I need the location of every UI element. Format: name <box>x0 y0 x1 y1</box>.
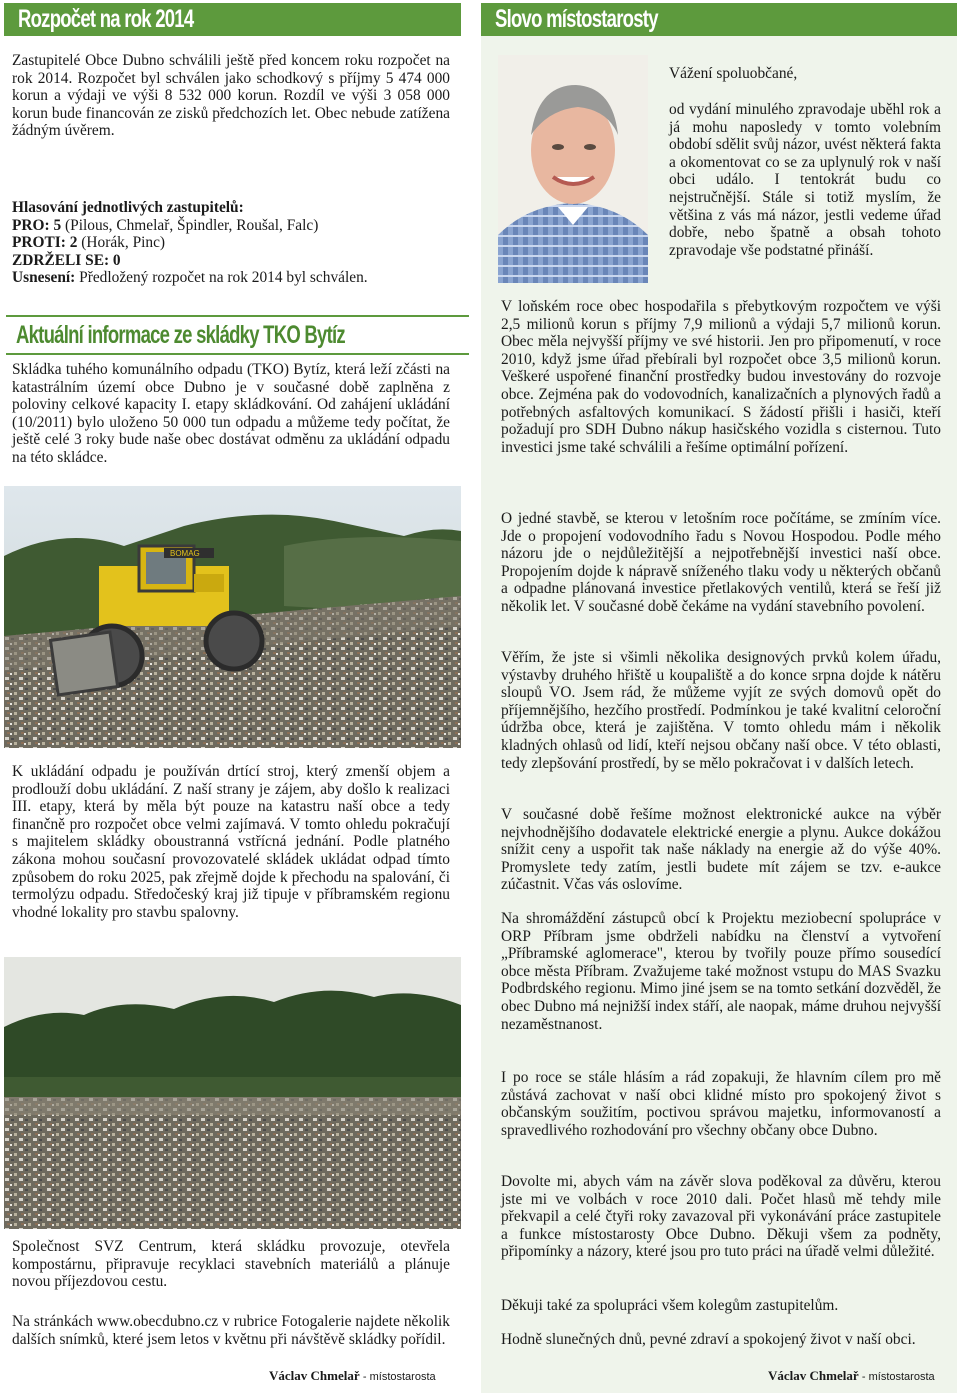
vote-pro-names: (Pilous, Chmelař, Špindler, Roušal, Falc) <box>65 216 319 234</box>
intro-paragraph: od vydání minulého zpravodaje uběhl rok a já mohu naposledy v tomto volebním období sdělit svůj názor, uvést některá fakta a okomentovat co se za uplynulý rok v naší obci událo. I tentokrát budu co nejstručnější. Stále si totiž myslím, že většina z vás má názor, jestli vedeme úřad dobře, nebo špatně a obsah tohoto zpravodaje vše podstatné přináší. <box>669 101 941 259</box>
vote-block <box>12 199 450 287</box>
vote-heading: Hlasování jednotlivých zastupitelů: <box>12 199 244 216</box>
paragraph-closing: Hodně slunečných dnů, pevné zdraví a spokojený život v naší obci. <box>501 1331 916 1348</box>
landfill-compactor-photo <box>4 486 461 748</box>
resolution-label: Usnesení: <box>12 269 76 287</box>
budget-heading: Rozpočet na rok 2014 <box>18 5 194 33</box>
paragraph-agglomeration: Na shromáždění zástupců obcí k Projektu meziobecní spolupráce v ORP Příbram jsme obdrželi nabídku na členství a vytvoření „Příbramské aglomerace", kterou by tvořily pouze přímo sousedící obce města Příbram. Zvažujeme také možnost vstupu do MAS Svazku Podbrdského regionu. Mimo jiné jsem se na tomto setkání dozvěděl, že obec Dubno má nejnižší index stáří, ale naopak, máme druhou nejvyšší nezaměstnanost. <box>501 910 941 1033</box>
landfill-heading-box <box>6 315 469 355</box>
vote-proti <box>12 234 450 252</box>
paragraph-water-main: O jedné stavbě, se kterou v letošním roce počítáme, se zmíním více. Jde o propojení vodovodního řadu s Novou Hospodou. Podle mého názoru jde o nejdůležitější a nejpotřebnější investici naší obce. Propojením dojde k nápravě sníženého tlaku vody u některých občanů a odpadne plánovaná investice přetlakových ventilů, která se řeší již několik let. V současné době čekáme na vydání stavebního povolení. <box>501 510 941 615</box>
greeting: Vážení spoluobčané, <box>669 65 798 82</box>
left-signature-name: Václav Chmelař <box>269 1368 360 1383</box>
paragraph-goals: I po roce se stále hlásím a rád zopakuji, že hlavním cílem pro mě zůstává zachovat v naší obci klidné místo pro spokojený život s občanským soužitím, poctivou správou majetku, informovaností a spravedlivého rozhodování pro všechny občany obce Dubno. <box>501 1069 941 1139</box>
vote-proti-names: (Horák, Pinc) <box>81 234 166 252</box>
paragraph-design-elements: Věřím, že jste si všimli několika designových prvků kolem úřadu, výstavby druhého hřiště u koupaliště a do konce srpna dojde k nátěru sloupů VO. Jsem rád, že můžeme vyjít ze svých domovů opět do příjemnějšího, hezčího prostředí. Podmínkou je také kvalitní celoroční údržba obce, která je zajištěna. V tomto ohledu mám i několik kladných ohlasů od lidí, kteří nejsou občany naší obce. V této oblasti, tedy zlepšování prostředí, by se mělo pokračovat i v dalších letech. <box>501 649 941 772</box>
right-signature <box>768 1368 935 1384</box>
right-signature-name: Václav Chmelař <box>768 1368 859 1383</box>
landfill-paragraph-2: K ukládání odpadu je používán drtící stroj, který zmenší objem a prodlouží dobu ukládání. Z naší strany je zájem, aby došlo k realizaci III. etapy, která by měla být pouze na katastru naší obce a tedy finančně pro rozpočet obce velmi zajímavá. V tomto ohledu pokračují s majitelem skládky oboustranná vstřícná jednání. Podle platného zákona mohou současní provozovatelé skládek ukládat odpad tímto způsobem do roku 2025, pak zřejmě dojde k přechodu na spalování, či termolýzu odpadu. Středočeský kraj již tipuje v příbramském regionu vhodné lokality pro stavbu spalovny. <box>12 763 450 921</box>
left-column <box>4 3 461 1393</box>
landfill-field-photo <box>4 957 461 1229</box>
vote-pro-label: PRO: 5 <box>12 216 62 234</box>
vote-abstain: ZDRŽELI SE: 0 <box>12 251 121 269</box>
deputy-heading: Slovo místostarosty <box>495 5 658 33</box>
landfill-paragraph-1: Skládka tuhého komunálního odpadu (TKO) Bytíz, která leží zčásti na katastrálním území obce Dubno je v současné době zaplněna z poloviny celkové kapacity I. etapy skládkování. Od zahájení ukládání (10/2011) bylo uloženo 50 000 tun odpadu a můžeme tedy počítat, že ještě celé 3 roky bude naše obec dostávat odměnu za ukládání odpadu na této skládce. <box>12 361 450 466</box>
deputy-portrait-photo <box>498 55 648 283</box>
right-column <box>481 3 957 1393</box>
left-signature <box>269 1368 436 1384</box>
paragraph-thanks: Dovolte mi, abych vám na závěr slova poděkoval za důvěru, kterou jste mi ve volbách v roce 2010 dali. Počet hlasů mě tehdy mile překvapil a celé čtyři roky zavazoval při vykonávání práce zastupitele a funkce místostarosty Obce Dubno. Děkuji všem za podněty, připomínky a názory, které jsou pro tuto práci na úřadě velmi důležité. <box>501 1173 941 1261</box>
paragraph-thanks-colleagues: Děkuji také za spolupráci všem kolegům zastupitelům. <box>501 1297 839 1314</box>
left-signature-role: - místostarosta <box>362 1371 436 1383</box>
paragraph-budget-surplus: V loňském roce obec hospodařila s přebytkovým rozpočtem ve výši 2,5 milionů korun s příjmy 7,9 milionů a výdaji 5,7 milionů korun. Obec měla nejvyšší příjmy ve své historii. Jen pro připomenutí, v roce 2010, když jsme úřad přebírali byl rozpočet obce 3,5 milionů korun. Veškeré uspořené finanční prostředky budou investovány do rozvoje obce. Zejména pak do vodovodních, kanalizačních a plynových řadů a potřebných asfaltových komunikací. S žádostí přišli i hasiči, kteří požadují pro SDH Dubno nákup hasičského vozidla s cisternou. Tuto investici jsme také schválili a řešíme optimální pořízení. <box>501 298 941 456</box>
vote-resolution <box>12 269 450 287</box>
budget-heading-band <box>4 3 461 36</box>
budget-paragraph: Zastupitelé Obce Dubno schválili ještě před koncem roku rozpočet na rok 2014. Rozpočet byl schválen jako schodkový s příjmy 5 474 000 korun a výdaji ve výši 8 532 000 korun. Rozdíl ve výši 3 058 000 korun bude financován ze zisků předchozích let. Obec nebude zatížena žádným úvěrem. <box>12 52 450 140</box>
vote-pro <box>12 217 450 235</box>
right-signature-role: - místostarosta <box>861 1371 935 1383</box>
landfill-paragraph-4: Na stránkách www.obecdubno.cz v rubrice Fotogalerie najdete několik dalších snímků, které jsem letos v květnu při návštěvě skládky pořídil. <box>12 1313 450 1348</box>
paragraph-e-auction: V současné době řešíme možnost elektronické aukce na výběr nejvhodnějšího dodavatele elektrické energie a plynu. Aukce dokážou snížit ceny a uspořit tak naše náklady na energie až do výše 40%. Promyslete tedy zatím, jestli budete mít zájem se tzv. e-aukce zúčastnit. Včas vás oslovíme. <box>501 806 941 894</box>
deputy-heading-band <box>481 3 957 36</box>
landfill-paragraph-3: Společnost SVZ Centrum, která skládku provozuje, otevřela kompostárnu, připravuje recyklaci stavebních materiálů a plánuje novou příjezdovou cestu. <box>12 1238 450 1291</box>
compactor-brand-label: BOMAG <box>170 549 200 558</box>
resolution-text: Předložený rozpočet na rok 2014 byl schválen. <box>79 269 368 287</box>
landfill-heading: Aktuální informace ze skládky TKO Bytíz <box>16 321 345 349</box>
vote-proti-label: PROTI: 2 <box>12 234 78 252</box>
